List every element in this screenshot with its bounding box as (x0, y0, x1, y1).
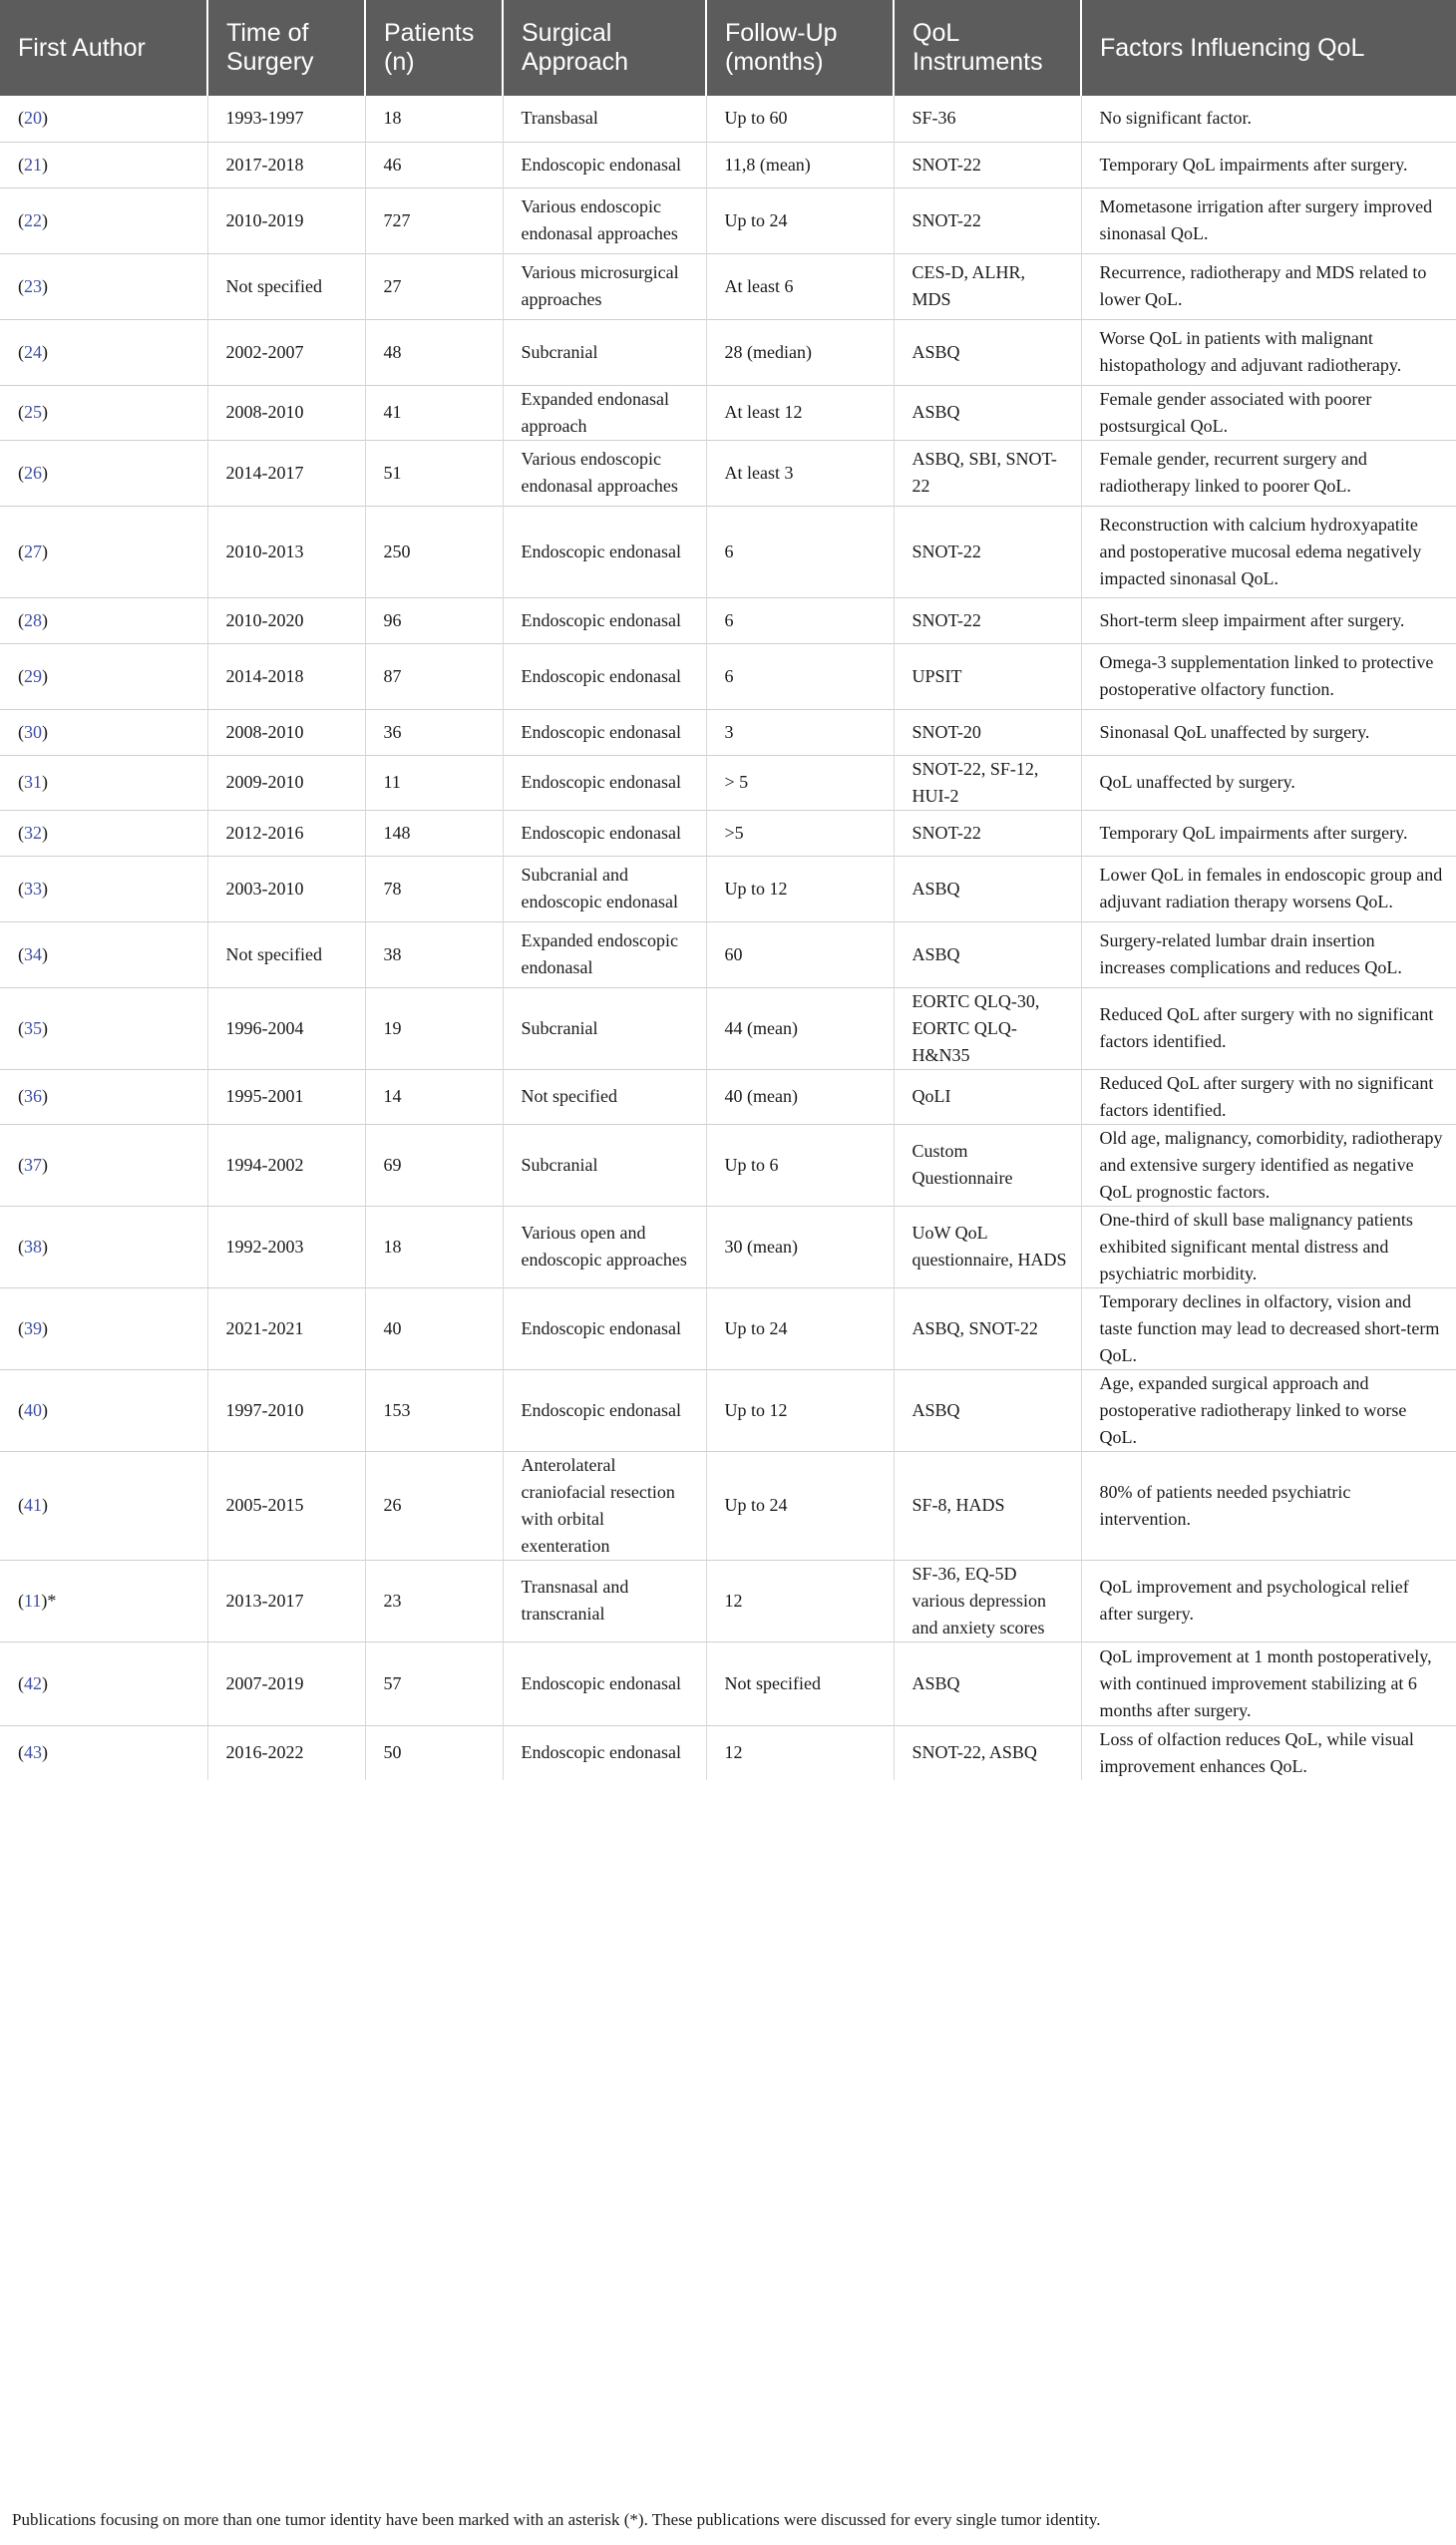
cell-first-author: (20) (18, 108, 48, 129)
cell-qol-instruments: SF-36 (894, 96, 1081, 142)
table-row (0, 856, 1456, 921)
header-row (0, 0, 1456, 96)
cell-time-of-surgery: 2010-2020 (207, 597, 365, 643)
cell-first-author: (24) (0, 319, 207, 385)
cell-surgical-approach: Subcranial (503, 1124, 706, 1206)
cell-patients: 69 (365, 1124, 503, 1206)
cell-patients: 148 (365, 810, 503, 856)
cell-follow-up: > 5 (706, 755, 894, 810)
cell-qol-instruments: ASBQ (894, 319, 1081, 385)
cell-time-of-surgery: 2010-2019 (207, 187, 365, 253)
cell-factors: Reduced QoL after surgery with no significant factors identified. (1081, 1069, 1456, 1124)
cell-follow-up: Up to 24 (706, 187, 894, 253)
cell-follow-up: 44 (mean) (706, 987, 894, 1069)
cell-factors: QoL unaffected by surgery. (1081, 755, 1456, 810)
cell-follow-up: At least 3 (706, 440, 894, 506)
cell-time-of-surgery: 2021-2021 (207, 1287, 365, 1369)
cell-first-author: (43) (0, 1725, 207, 1780)
reference-link[interactable]: 43 (24, 1742, 42, 1762)
cell-surgical-approach: Endoscopic endonasal (503, 755, 706, 810)
cell-follow-up: 60 (706, 921, 894, 987)
reference-link[interactable]: 34 (24, 943, 42, 964)
cell-surgical-approach: Various open and endoscopic approaches (503, 1206, 706, 1287)
cell-first-author: (40) (0, 1369, 207, 1451)
cell-patients: 250 (365, 506, 503, 597)
cell-time-of-surgery: 2010-2013 (207, 506, 365, 597)
cell-patients: 19 (365, 987, 503, 1069)
cell-surgical-approach: Various endoscopic endonasal approaches (503, 440, 706, 506)
asterisk-marker: * (47, 1590, 57, 1611)
header-time-of-surgery: Time of Surgery (207, 0, 365, 96)
cell-first-author: (34) (0, 921, 207, 987)
reference-link[interactable]: 28 (24, 609, 42, 630)
cell-follow-up: 6 (706, 643, 894, 709)
cell-first-author: (21) (0, 142, 207, 187)
cell-patients: 51 (365, 440, 503, 506)
cell-factors: Lower QoL in females in endoscopic group and adjuvant radiation therapy worsens QoL. (1081, 856, 1456, 921)
cell-patients: 78 (365, 856, 503, 921)
cell-time-of-surgery: 2009-2010 (207, 755, 365, 810)
cell-first-author: (37) (0, 1124, 207, 1206)
cell-qol-instruments: ASBQ (894, 921, 1081, 987)
cell-factors: Reduced QoL after surgery with no significant factors identified. (1081, 987, 1456, 1069)
reference-link[interactable]: 42 (24, 1672, 42, 1693)
reference-link[interactable]: 38 (24, 1236, 42, 1257)
reference-link[interactable]: 30 (24, 721, 42, 742)
cell-follow-up: 6 (706, 597, 894, 643)
cell-follow-up: Up to 12 (706, 1369, 894, 1451)
cell-qol-instruments: ASBQ (894, 1641, 1081, 1725)
cell-time-of-surgery: 1994-2002 (207, 1124, 365, 1206)
reference-link[interactable]: 25 (24, 402, 42, 422)
header-factors: Factors Influencing QoL (1100, 33, 1365, 62)
header-surgical-approach: Surgical Approach (503, 0, 706, 96)
cell-time-of-surgery: Not specified (207, 253, 365, 319)
cell-factors: Temporary QoL impairments after surgery. (1081, 142, 1456, 187)
cell-qol-instruments: SNOT-22 (894, 142, 1081, 187)
cell-time-of-surgery: 1993-1997 (207, 96, 365, 142)
reference-link[interactable]: 35 (24, 1017, 42, 1038)
table-header (0, 0, 1456, 96)
reference-link[interactable]: 20 (24, 108, 42, 129)
cell-first-author: (38) (0, 1206, 207, 1287)
cell-follow-up: Up to 6 (706, 1124, 894, 1206)
cell-surgical-approach: Endoscopic endonasal (503, 643, 706, 709)
cell-follow-up: Up to 12 (706, 856, 894, 921)
cell-factors: Loss of olfaction reduces QoL, while visual improvement enhances QoL. (1081, 1725, 1456, 1780)
cell-follow-up: 11,8 (mean) (706, 142, 894, 187)
reference-link[interactable]: 41 (24, 1495, 42, 1515)
reference-link[interactable]: 27 (24, 541, 42, 561)
cell-first-author: (29) (0, 643, 207, 709)
cell-time-of-surgery: 1996-2004 (207, 987, 365, 1069)
table-row (0, 921, 1456, 987)
table-row (0, 1287, 1456, 1369)
table-row (0, 1560, 1456, 1641)
table-body (0, 96, 1456, 1780)
cell-factors: Temporary QoL impairments after surgery. (1081, 810, 1456, 856)
reference-link[interactable]: 23 (24, 275, 42, 296)
cell-factors: Recurrence, radiotherapy and MDS related to lower QoL. (1081, 253, 1456, 319)
cell-factors: QoL improvement at 1 month postoperatively, with continued improvement stabilizing at 6 months after surgery. (1081, 1641, 1456, 1725)
cell-surgical-approach: Not specified (503, 1069, 706, 1124)
cell-factors: Sinonasal QoL unaffected by surgery. (1081, 709, 1456, 755)
table-row (0, 987, 1456, 1069)
cell-follow-up: 6 (706, 506, 894, 597)
cell-follow-up: 3 (706, 709, 894, 755)
cell-qol-instruments: EORTC QLQ-30, EORTC QLQ-H&N35 (894, 987, 1081, 1069)
cell-time-of-surgery: 2008-2010 (207, 709, 365, 755)
table-row (0, 385, 1456, 440)
cell-qol-instruments: SF-8, HADS (894, 1451, 1081, 1560)
cell-surgical-approach: Endoscopic endonasal (503, 1369, 706, 1451)
cell-factors: Reconstruction with calcium hydroxyapatite and postoperative mucosal edema negatively impacted sinonasal QoL. (1081, 506, 1456, 597)
cell-patients: 38 (365, 921, 503, 987)
cell-patients: 153 (365, 1369, 503, 1451)
cell-qol-instruments: SNOT-22, SF-12, HUI-2 (894, 755, 1081, 810)
cell-factors: Female gender associated with poorer postsurgical QoL. (1081, 385, 1456, 440)
cell-first-author: (31) (0, 755, 207, 810)
cell-first-author: (28) (0, 597, 207, 643)
cell-patients: 727 (365, 187, 503, 253)
reference-link[interactable]: 32 (24, 822, 42, 843)
cell-qol-instruments: ASBQ (894, 856, 1081, 921)
table-row (0, 96, 1456, 142)
cell-patients: 46 (365, 142, 503, 187)
cell-factors: Surgery-related lumbar drain insertion increases complications and reduces QoL. (1081, 921, 1456, 987)
cell-patients: 40 (365, 1287, 503, 1369)
cell-patients: 11 (365, 755, 503, 810)
cell-first-author: (25) (0, 385, 207, 440)
cell-follow-up: Up to 60 (706, 96, 894, 142)
cell-patients: 87 (365, 643, 503, 709)
cell-surgical-approach: Transbasal (503, 96, 706, 142)
cell-surgical-approach: Various microsurgical approaches (503, 253, 706, 319)
table-row (0, 643, 1456, 709)
cell-first-author: (11)* (0, 1560, 207, 1641)
table-row (0, 1069, 1456, 1124)
table-row (0, 319, 1456, 385)
table-row (0, 187, 1456, 253)
cell-factors: Mometasone irrigation after surgery improved sinonasal QoL. (1081, 187, 1456, 253)
cell-surgical-approach: Endoscopic endonasal (503, 1725, 706, 1780)
reference-link[interactable]: 40 (24, 1399, 42, 1420)
table-row (0, 1725, 1456, 1780)
cell-time-of-surgery: 1995-2001 (207, 1069, 365, 1124)
reference-link[interactable]: 37 (24, 1154, 42, 1175)
cell-factors: Omega-3 supplementation linked to protective postoperative olfactory function. (1081, 643, 1456, 709)
cell-surgical-approach: Endoscopic endonasal (503, 810, 706, 856)
reference-link[interactable]: 24 (24, 341, 42, 362)
cell-time-of-surgery: 2014-2017 (207, 440, 365, 506)
cell-first-author: (30) (0, 709, 207, 755)
cell-patients: 50 (365, 1725, 503, 1780)
cell-time-of-surgery: 2017-2018 (207, 142, 365, 187)
cell-first-author: (36) (0, 1069, 207, 1124)
cell-patients: 57 (365, 1641, 503, 1725)
cell-surgical-approach: Transnasal and transcranial (503, 1560, 706, 1641)
cell-factors: Temporary declines in olfactory, vision and taste function may lead to decreased short-term QoL. (1081, 1287, 1456, 1369)
cell-surgical-approach: Endoscopic endonasal (503, 597, 706, 643)
cell-first-author: (32) (0, 810, 207, 856)
cell-surgical-approach: Expanded endoscopic endonasal (503, 921, 706, 987)
cell-first-author: (22) (0, 187, 207, 253)
cell-qol-instruments: SF-36, EQ-5D various depression and anxiety scores (894, 1560, 1081, 1641)
table-row (0, 755, 1456, 810)
cell-surgical-approach: Subcranial (503, 319, 706, 385)
cell-surgical-approach: Expanded endonasal approach (503, 385, 706, 440)
cell-qol-instruments: QoLI (894, 1069, 1081, 1124)
cell-patients: 18 (365, 96, 503, 142)
cell-time-of-surgery: 2008-2010 (207, 385, 365, 440)
table-footnote: Publications focusing on more than one tumor identity have been marked with an asterisk (*). These publications were discussed for every single tumor identity. (12, 2510, 1101, 2529)
cell-surgical-approach: Subcranial and endoscopic endonasal (503, 856, 706, 921)
cell-time-of-surgery: 2003-2010 (207, 856, 365, 921)
cell-follow-up: At least 6 (706, 253, 894, 319)
cell-surgical-approach: Endoscopic endonasal (503, 506, 706, 597)
cell-factors: No significant factor. (1081, 96, 1456, 142)
cell-follow-up: 40 (mean) (706, 1069, 894, 1124)
table-row (0, 506, 1456, 597)
cell-time-of-surgery: Not specified (207, 921, 365, 987)
cell-patients: 26 (365, 1451, 503, 1560)
cell-follow-up: 28 (median) (706, 319, 894, 385)
reference-link[interactable]: 33 (24, 878, 42, 899)
cell-follow-up: 12 (706, 1560, 894, 1641)
cell-follow-up: 30 (mean) (706, 1206, 894, 1287)
header-qol-instruments: QoL Instruments (894, 0, 1081, 96)
cell-time-of-surgery: 2016-2022 (207, 1725, 365, 1780)
table-row (0, 1124, 1456, 1206)
cell-qol-instruments: SNOT-22 (894, 187, 1081, 253)
cell-surgical-approach: Anterolateral craniofacial resection with orbital exenteration (503, 1451, 706, 1560)
cell-patients: 14 (365, 1069, 503, 1124)
cell-factors: QoL improvement and psychological relief after surgery. (1081, 1560, 1456, 1641)
table-row (0, 709, 1456, 755)
cell-first-author: (39) (0, 1287, 207, 1369)
table-row (0, 142, 1456, 187)
cell-patients: 48 (365, 319, 503, 385)
cell-qol-instruments: SNOT-22, ASBQ (894, 1725, 1081, 1780)
cell-patients: 36 (365, 709, 503, 755)
reference-link[interactable]: 31 (24, 772, 42, 792)
cell-patients: 18 (365, 1206, 503, 1287)
reference-link[interactable]: 11 (24, 1590, 42, 1611)
cell-factors: Old age, malignancy, comorbidity, radiotherapy and extensive surgery identified as negative QoL prognostic factors. (1081, 1124, 1456, 1206)
reference-link[interactable]: 26 (24, 462, 42, 483)
cell-first-author: (33) (0, 856, 207, 921)
cell-qol-instruments: Custom Questionnaire (894, 1124, 1081, 1206)
cell-patients: 23 (365, 1560, 503, 1641)
cell-surgical-approach: Endoscopic endonasal (503, 1641, 706, 1725)
cell-qol-instruments: ASBQ (894, 1369, 1081, 1451)
table-row (0, 440, 1456, 506)
cell-time-of-surgery: 2005-2015 (207, 1451, 365, 1560)
cell-surgical-approach: Endoscopic endonasal (503, 1287, 706, 1369)
cell-surgical-approach: Various endoscopic endonasal approaches (503, 187, 706, 253)
cell-time-of-surgery: 1992-2003 (207, 1206, 365, 1287)
cell-factors: 80% of patients needed psychiatric intervention. (1081, 1451, 1456, 1560)
cell-time-of-surgery: 2013-2017 (207, 1560, 365, 1641)
cell-time-of-surgery: 2014-2018 (207, 643, 365, 709)
cell-patients: 41 (365, 385, 503, 440)
cell-time-of-surgery: 2007-2019 (207, 1641, 365, 1725)
cell-first-author: (26) (0, 440, 207, 506)
cell-factors: Worse QoL in patients with malignant histopathology and adjuvant radiotherapy. (1081, 319, 1456, 385)
cell-surgical-approach: Endoscopic endonasal (503, 142, 706, 187)
cell-follow-up: Not specified (706, 1641, 894, 1725)
cell-time-of-surgery: 1997-2010 (207, 1369, 365, 1451)
cell-first-author: (41) (0, 1451, 207, 1560)
cell-follow-up: Up to 24 (706, 1287, 894, 1369)
cell-follow-up: Up to 24 (706, 1451, 894, 1560)
cell-time-of-surgery: 2002-2007 (207, 319, 365, 385)
header-first-author: First Author (0, 0, 207, 96)
table-row (0, 810, 1456, 856)
cell-qol-instruments: UPSIT (894, 643, 1081, 709)
cell-factors: Female gender, recurrent surgery and radiotherapy linked to poorer QoL. (1081, 440, 1456, 506)
cell-first-author: (42) (0, 1641, 207, 1725)
table-row (0, 1369, 1456, 1451)
table-row (0, 1641, 1456, 1725)
cell-surgical-approach: Endoscopic endonasal (503, 709, 706, 755)
cell-factors: Short-term sleep impairment after surgery. (1081, 597, 1456, 643)
cell-qol-instruments: ASBQ, SBI, SNOT-22 (894, 440, 1081, 506)
header-follow-up: Follow-Up (months) (706, 0, 894, 96)
cell-patients: 96 (365, 597, 503, 643)
cell-first-author: (35) (0, 987, 207, 1069)
cell-qol-instruments: UoW QoL questionnaire, HADS (894, 1206, 1081, 1287)
cell-time-of-surgery: 2012-2016 (207, 810, 365, 856)
header-patients: Patients (n) (365, 0, 503, 96)
cell-patients: 27 (365, 253, 503, 319)
table-row (0, 1206, 1456, 1287)
cell-qol-instruments: SNOT-22 (894, 597, 1081, 643)
cell-follow-up: >5 (706, 810, 894, 856)
reference-link[interactable]: 29 (24, 665, 42, 686)
cell-surgical-approach: Subcranial (503, 987, 706, 1069)
cell-qol-instruments: CES-D, ALHR, MDS (894, 253, 1081, 319)
cell-factors: One-third of skull base malignancy patients exhibited significant mental distress and psychiatric morbidity. (1081, 1206, 1456, 1287)
cell-qol-instruments: SNOT-22 (894, 506, 1081, 597)
cell-first-author: (27) (0, 506, 207, 597)
reference-link[interactable]: 39 (24, 1317, 42, 1338)
cell-qol-instruments: ASBQ (894, 385, 1081, 440)
cell-follow-up: At least 12 (706, 385, 894, 440)
table-row (0, 253, 1456, 319)
cell-factors: Age, expanded surgical approach and postoperative radiotherapy linked to worse QoL. (1081, 1369, 1456, 1451)
cell-follow-up: 12 (706, 1725, 894, 1780)
table-row (0, 1451, 1456, 1560)
cell-first-author: (23) (0, 253, 207, 319)
cell-qol-instruments: ASBQ, SNOT-22 (894, 1287, 1081, 1369)
reference-link[interactable]: 36 (24, 1086, 42, 1106)
reference-link[interactable]: 21 (24, 154, 42, 175)
cell-qol-instruments: SNOT-20 (894, 709, 1081, 755)
table-row (0, 597, 1456, 643)
reference-link[interactable]: 22 (24, 209, 42, 230)
cell-qol-instruments: SNOT-22 (894, 810, 1081, 856)
